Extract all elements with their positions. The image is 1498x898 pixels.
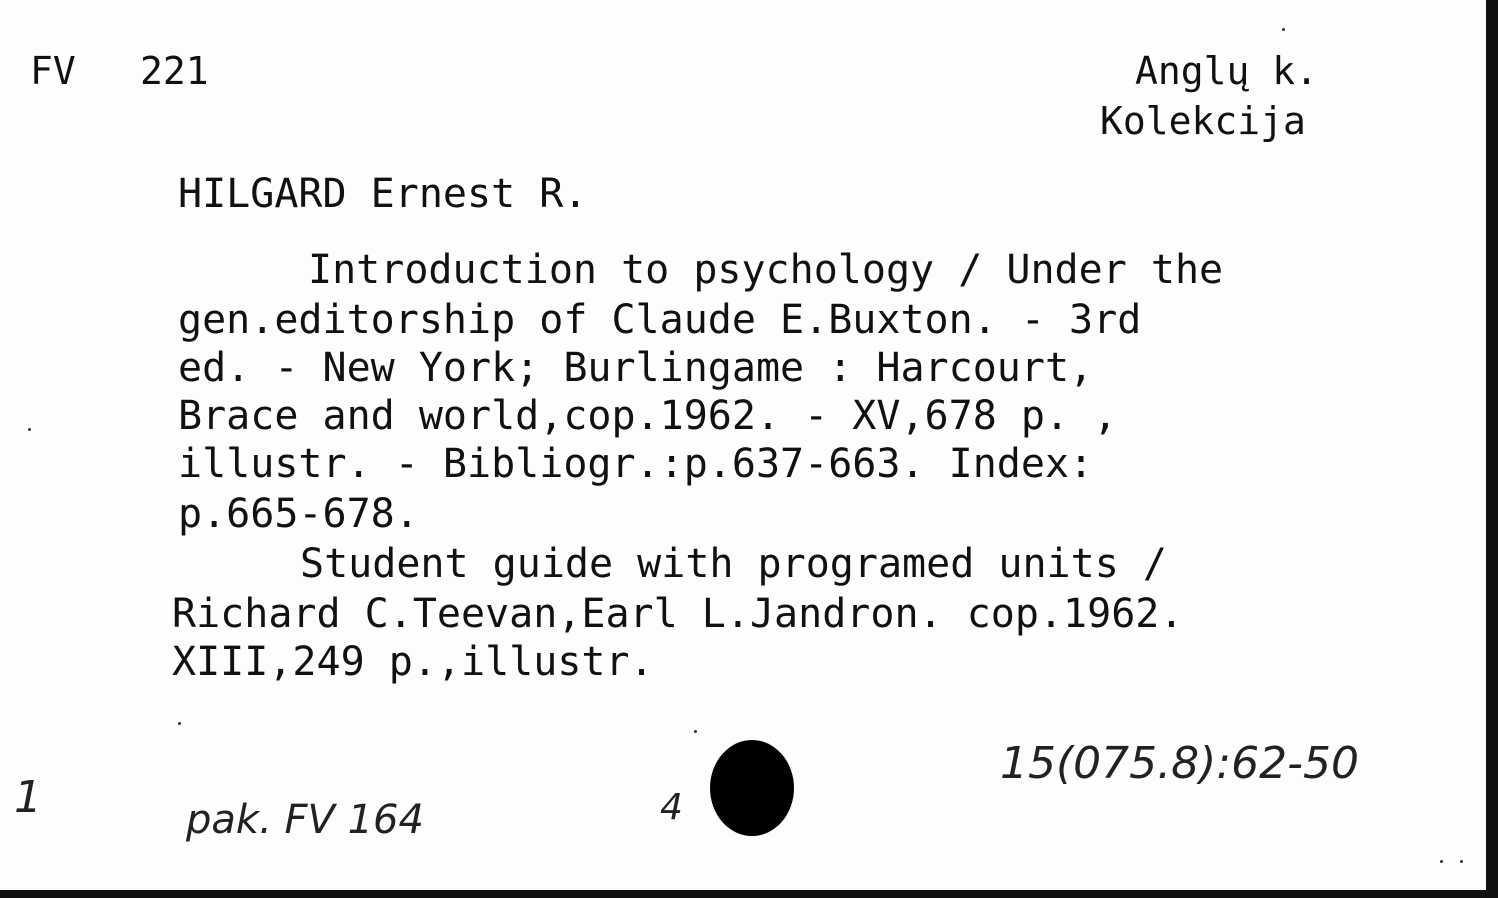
description-line-6: p.665-678. bbox=[178, 491, 419, 537]
description-line-5: illustr. - Bibliogr.:p.637-663. Index: bbox=[178, 441, 1094, 487]
collection-label: Kolekcija bbox=[1100, 99, 1306, 143]
author-heading: HILGARD Ernest R. bbox=[178, 171, 588, 217]
speck bbox=[28, 428, 31, 431]
speck bbox=[1282, 28, 1285, 31]
description-line-4: Brace and world,cop.1962. - XV,678 p. , bbox=[178, 393, 1118, 439]
supplement-line-1: Student guide with programed units / bbox=[300, 541, 1167, 587]
speck bbox=[1440, 860, 1443, 863]
handwritten-classification: 15(075.8):62-50 bbox=[1000, 738, 1359, 789]
supplement-line-2: Richard C.Teevan,Earl L.Jandron. cop.1962. bbox=[172, 591, 1184, 637]
handwritten-small-mark: 4 bbox=[660, 787, 683, 828]
description-line-3: ed. - New York; Burlingame : Harcourt, bbox=[178, 345, 1094, 391]
supplement-line-3: XIII,249 p.,illustr. bbox=[172, 639, 654, 685]
description-line-1: Introduction to psychology / Under the bbox=[308, 247, 1224, 293]
speck bbox=[178, 722, 181, 725]
call-number: 221 bbox=[140, 49, 209, 93]
handwritten-left-mark: 1 bbox=[14, 772, 42, 823]
handwritten-shelf-note: pak. FV 164 bbox=[186, 797, 424, 843]
speck bbox=[1460, 860, 1463, 863]
description-line-2: gen.editorship of Claude E.Buxton. - 3rd bbox=[178, 297, 1142, 343]
card-edge-bottom bbox=[0, 890, 1498, 898]
card-edge-right bbox=[1486, 0, 1498, 898]
collection-language: Anglų k. bbox=[1135, 49, 1319, 93]
speck bbox=[694, 730, 697, 733]
punch-hole bbox=[710, 740, 794, 836]
call-number-prefix: FV bbox=[30, 49, 76, 93]
